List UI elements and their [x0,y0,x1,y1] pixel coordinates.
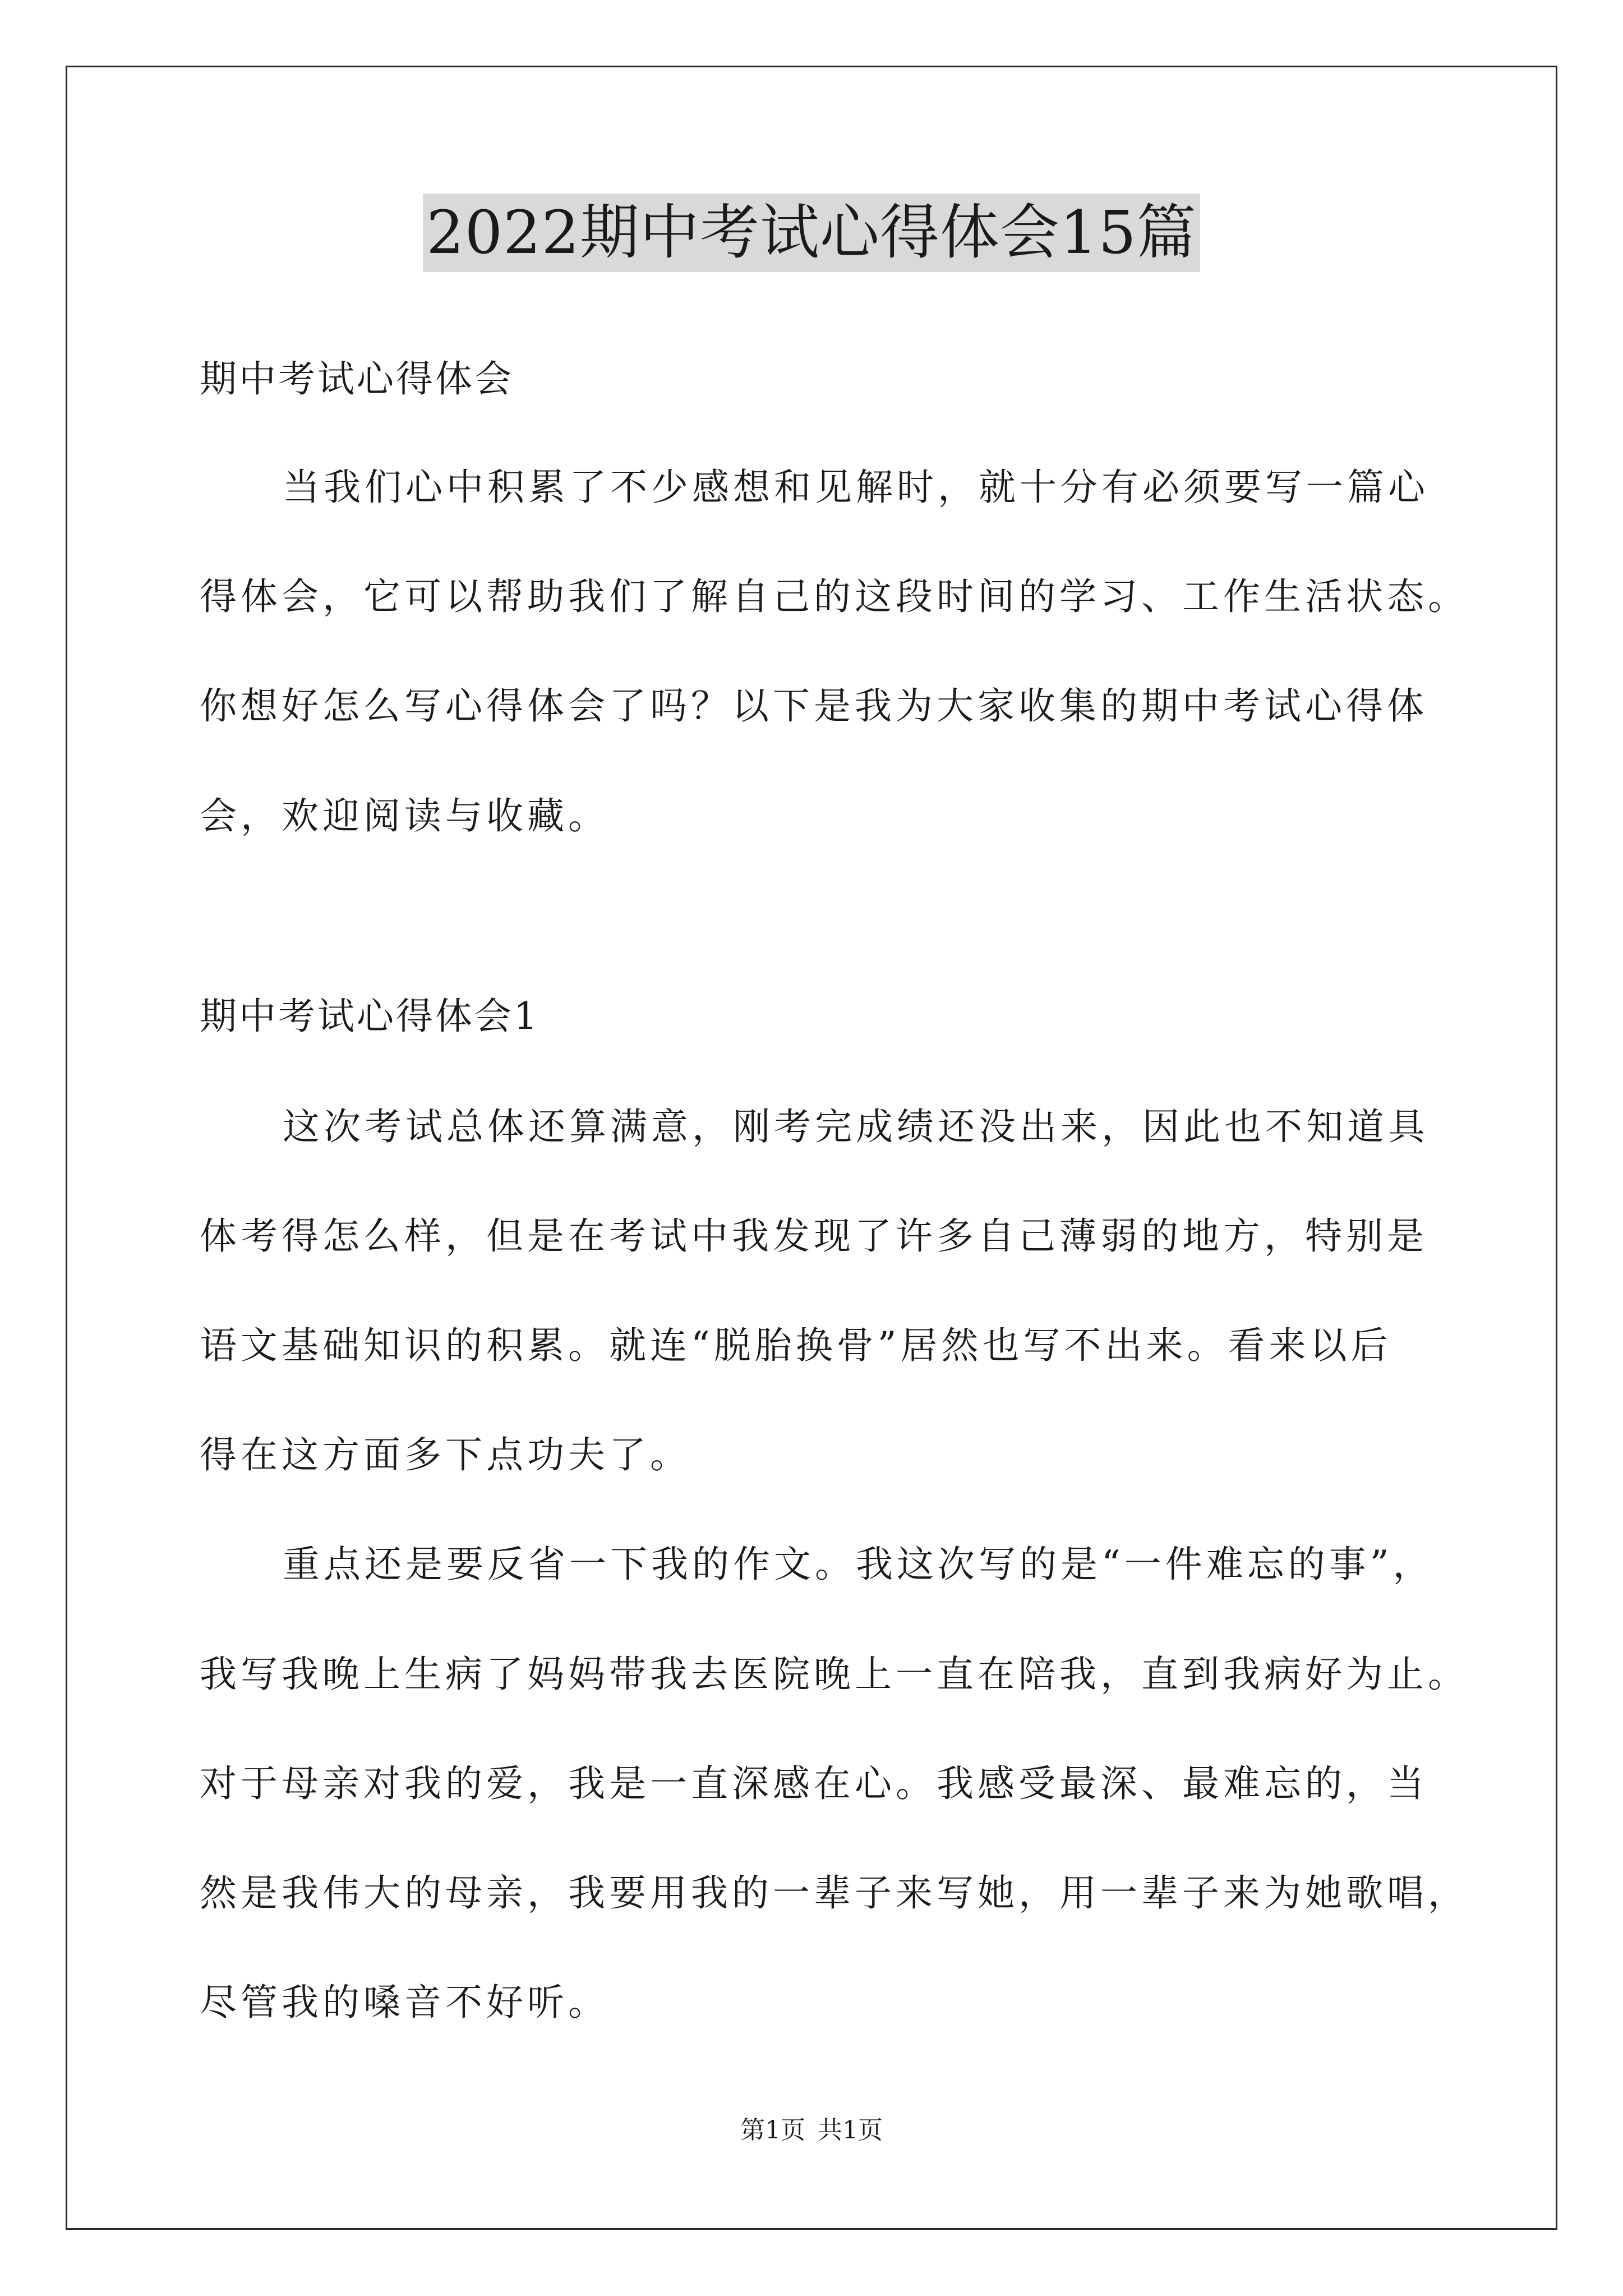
paragraph-line: 对于母亲对我的爱，我是一直深感在心。我感受最深、最难忘的，当 [200,1762,1428,1805]
paragraph-line: 这次考试总体还算满意，刚考完成绩还没出来，因此也不知道具 [283,1105,1429,1148]
page-footer [0,2114,1623,2147]
intro-line: 当我们心中积累了不少感想和见解时，就十分有必须要写一篇心 [283,466,1429,509]
paragraph-line: 尽管我的嗓音不好听。 [200,1981,609,2024]
page-number: 第1页 [740,2116,805,2145]
paragraph-line: 语文基础知识的积累。就连“脱胎换骨”居然也写不出来。看来以后 [200,1324,1392,1367]
intro-line: 得体会，它可以帮助我们了解自己的这段时间的学习、工作生活状态。 [200,575,1469,618]
paragraph-line: 得在这方面多下点功夫了。 [200,1433,691,1476]
document-title: 2022期中考试心得体会15篇 [423,194,1200,272]
paragraph-line: 我写我晚上生病了妈妈带我去医院晚上一直在陪我，直到我病好为止。 [200,1653,1469,1696]
intro-heading: 期中考试心得体会 [200,357,514,401]
title-wrap [0,194,1623,272]
intro-line: 你想好怎么写心得体会了吗？以下是我为大家收集的期中考试心得体 [200,684,1428,728]
paragraph-line: 体考得怎么样，但是在考试中我发现了许多自己薄弱的地方，特别是 [200,1214,1428,1258]
paragraph-line: 重点还是要反省一下我的作文。我这次写的是“一件难忘的事”， [283,1543,1434,1586]
section-heading: 期中考试心得体会1 [200,995,540,1038]
intro-line: 会，欢迎阅读与收藏。 [200,794,609,838]
paragraph-line: 然是我伟大的母亲，我要用我的一辈子来写她，用一辈子来为她歌唱， [200,1871,1469,1915]
page-total: 共1页 [818,2116,883,2145]
